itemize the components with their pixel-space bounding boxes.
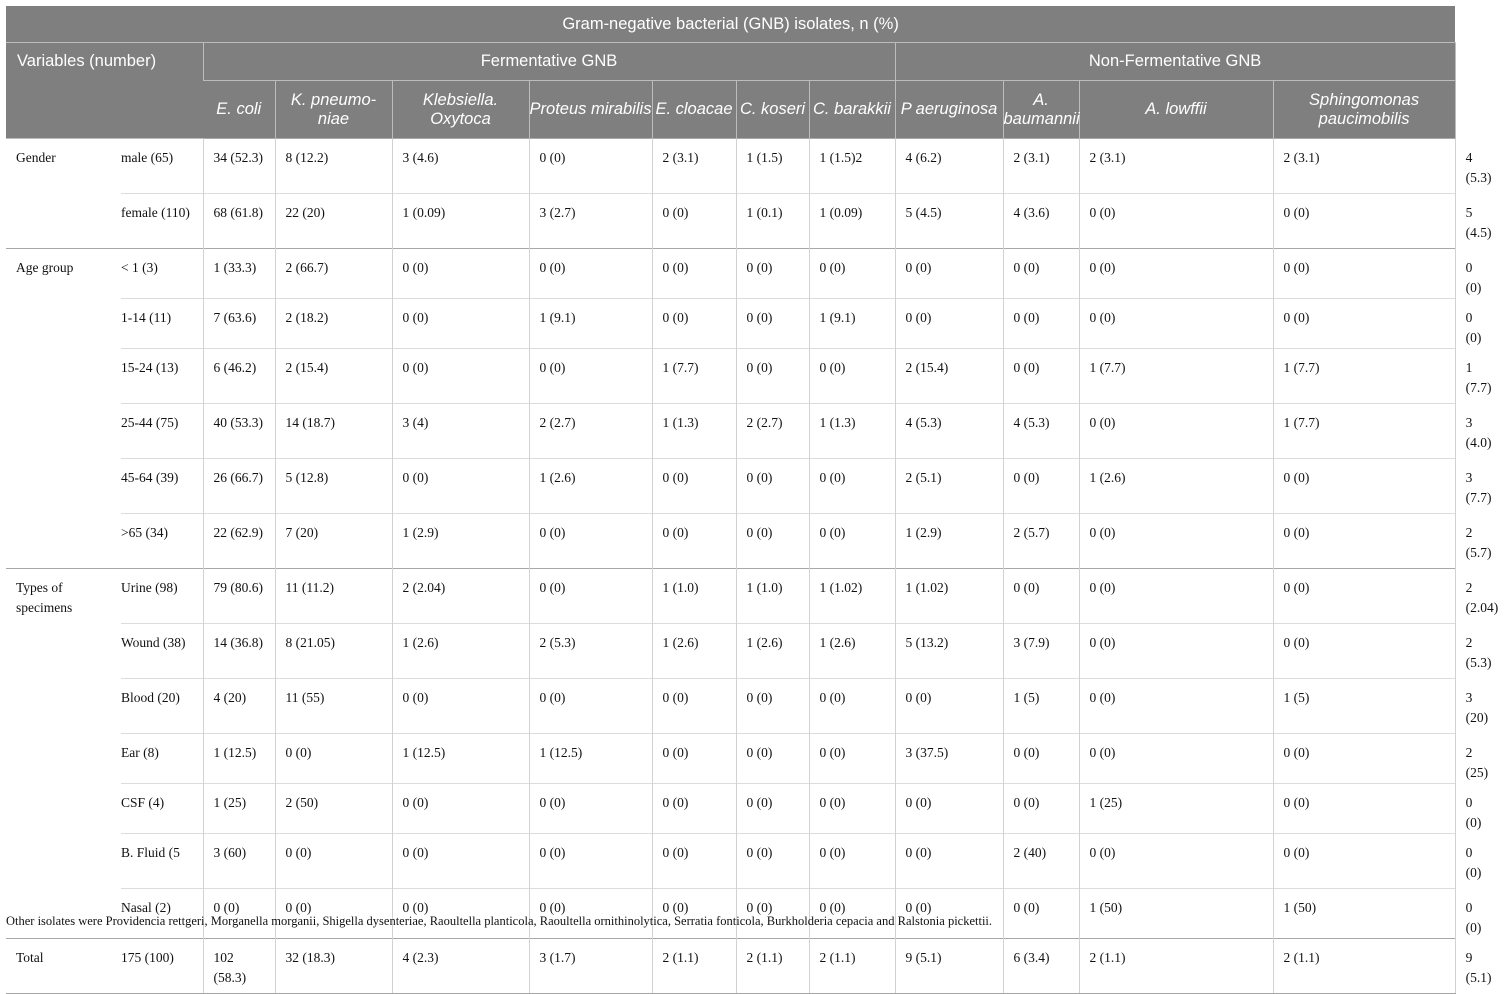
value-cell: 0 (0) — [1079, 569, 1273, 624]
value-cell: 4 (5.3) — [895, 404, 1003, 459]
value-cell: 3 (1.7) — [529, 939, 652, 994]
value-cell: 1 (7.7) — [652, 349, 736, 404]
value-cell: 14 (18.7) — [275, 404, 392, 459]
value-cell: 0 (0) — [736, 889, 809, 939]
value-cell: 0 (0) — [652, 194, 736, 249]
value-cell: 1 (1.02) — [895, 569, 1003, 624]
value-cell: 11 (55) — [275, 679, 392, 734]
value-cell: 1 (7.7) — [1079, 349, 1273, 404]
value-cell: 1 (2.6) — [736, 624, 809, 679]
value-cell: 0 (0) — [652, 834, 736, 889]
value-cell: 2 (1.1) — [652, 939, 736, 994]
value-cell: 3 (7.9) — [1003, 624, 1079, 679]
value-cell: 0 (0) — [1273, 299, 1455, 349]
value-cell: 2 (66.7) — [275, 249, 392, 299]
value-cell: 1 (0.1) — [736, 194, 809, 249]
fermentative-group-header: Fermentative GNB — [203, 43, 895, 81]
value-cell: 1 (50) — [1079, 889, 1273, 939]
value-cell: 2 (15.4) — [895, 349, 1003, 404]
value-cell: 0 (0) — [1273, 569, 1455, 624]
organism-header-7: P aeruginosa — [895, 81, 1003, 139]
value-cell: 1 (9.1) — [529, 299, 652, 349]
value-cell: 0 (0) — [1273, 194, 1455, 249]
value-cell: 0 (0) — [895, 679, 1003, 734]
value-cell: 0 (0) — [652, 784, 736, 834]
value-cell: 0 (0) — [392, 299, 529, 349]
value-cell: 0 (0) — [529, 514, 652, 569]
table-row: 45-64 (39) 26 (66.7) 5 (12.8) 0 (0) 1 (2.6) 0 (0) 0 (0) 0 (0) 2 (5.1) 0 (0) 1 (2.6) 0 (0) 3 (7.7) — [6, 459, 1455, 514]
value-cell: 0 (0) — [652, 514, 736, 569]
variable-label: B. Fluid (5 — [121, 834, 203, 889]
value-cell: 0 (0) — [529, 784, 652, 834]
value-cell: 0 (0) — [736, 514, 809, 569]
value-cell: 0 (0) — [1003, 784, 1079, 834]
value-cell: 1 (12.5) — [529, 734, 652, 784]
value-cell: 0 (0) — [529, 249, 652, 299]
table-row: B. Fluid (5 3 (60) 0 (0) 0 (0) 0 (0) 0 (0) 0 (0) 0 (0) 0 (0) 2 (40) 0 (0) 0 (0) 0 (0) — [6, 834, 1455, 889]
table-title: Gram-negative bacterial (GNB) isolates, n (%) — [6, 6, 1455, 43]
table-row: 1-14 (11) 7 (63.6) 2 (18.2) 0 (0) 1 (9.1) 0 (0) 0 (0) 1 (9.1) 0 (0) 0 (0) 0 (0) 0 (0) 0 (0) — [6, 299, 1455, 349]
value-cell: 0 (0) — [1079, 194, 1273, 249]
variable-label: 15-24 (13) — [121, 349, 203, 404]
organism-header-0: E. coli — [203, 81, 275, 139]
value-cell: 22 (62.9) — [203, 514, 275, 569]
value-cell: 0 (0) — [392, 459, 529, 514]
value-cell: 0 (0) — [529, 834, 652, 889]
value-cell: 2 (5.1) — [895, 459, 1003, 514]
variable-label: Nasal (2) — [121, 889, 203, 939]
value-cell: 0 (0) — [203, 889, 275, 939]
value-cell: 0 (0) — [736, 459, 809, 514]
gnb-isolates-table-container — [6, 6, 1505, 994]
value-cell: 3 (2.7) — [529, 194, 652, 249]
organism-header-10: Sphingomonas paucimobilis — [1273, 81, 1455, 139]
value-cell: 0 (0) — [736, 784, 809, 834]
value-cell: 2 (50) — [275, 784, 392, 834]
value-cell: 0 (0) — [1273, 249, 1455, 299]
organism-header-4: E. cloacae — [652, 81, 736, 139]
value-cell: 0 (0) — [736, 349, 809, 404]
value-cell: 1 (2.6) — [529, 459, 652, 514]
value-cell: 102 (58.3) — [203, 939, 275, 994]
value-cell: 0 (0) — [529, 569, 652, 624]
value-cell: 2 (3.1) — [1079, 139, 1273, 194]
value-cell: 1 (1.5) — [736, 139, 809, 194]
value-cell: 0 (0) — [1079, 514, 1273, 569]
value-cell: 1 (2.9) — [895, 514, 1003, 569]
value-cell: 1 (12.5) — [392, 734, 529, 784]
table-row: Wound (38) 14 (36.8) 8 (21.05) 1 (2.6) 2 (5.3) 1 (2.6) 1 (2.6) 1 (2.6) 5 (13.2) 3 (7.9) 0 (0) 0 (0) 2 (5.3) — [6, 624, 1455, 679]
value-cell: 1 (7.7) — [1273, 349, 1455, 404]
value-cell: 1 (5) — [1273, 679, 1455, 734]
value-cell: 9 (5.1) — [895, 939, 1003, 994]
value-cell: 4 (20) — [203, 679, 275, 734]
variable-label: female (110) — [121, 194, 203, 249]
value-cell: 0 (0) — [652, 249, 736, 299]
value-cell: 0 (0) — [1273, 784, 1455, 834]
value-cell: 8 (12.2) — [275, 139, 392, 194]
value-cell: 1 (2.9) — [392, 514, 529, 569]
value-cell: 1 (1.3) — [652, 404, 736, 459]
value-cell: 1 (0.09) — [392, 194, 529, 249]
value-cell: 3 (4.6) — [392, 139, 529, 194]
value-cell: 0 (0) — [1273, 624, 1455, 679]
value-cell: 0 (0) — [392, 834, 529, 889]
variable-label: < 1 (3) — [121, 249, 203, 299]
variable-label: Urine (98) — [121, 569, 203, 624]
value-cell: 1 (5) — [1003, 679, 1079, 734]
value-cell: 1 (25) — [203, 784, 275, 834]
value-cell: 2 (1.1) — [809, 939, 895, 994]
value-cell: 0 (0) — [652, 679, 736, 734]
value-cell: 0 (0) — [809, 834, 895, 889]
value-cell: 32 (18.3) — [275, 939, 392, 994]
value-cell: 3 (37.5) — [895, 734, 1003, 784]
value-cell: 0 (0) — [275, 889, 392, 939]
value-cell: 6 (46.2) — [203, 349, 275, 404]
group-label: Gender — [6, 139, 121, 249]
value-cell: 0 (0) — [392, 349, 529, 404]
value-cell: 4 (3.6) — [1003, 194, 1079, 249]
value-cell: 0 (0) — [895, 784, 1003, 834]
value-cell: 0 (0) — [1079, 679, 1273, 734]
value-cell: 2 (5.7) — [1003, 514, 1079, 569]
variable-label: >65 (34) — [121, 514, 203, 569]
value-cell: 0 (0) — [736, 734, 809, 784]
variable-label: Blood (20) — [121, 679, 203, 734]
table-row: 15-24 (13) 6 (46.2) 2 (15.4) 0 (0) 0 (0) 1 (7.7) 0 (0) 0 (0) 2 (15.4) 0 (0) 1 (7.7) 1 (7.7) 1 (7.7) — [6, 349, 1455, 404]
value-cell: 1 (2.6) — [1079, 459, 1273, 514]
table-row: Nasal (2) 0 (0) 0 (0) 0 (0) 0 (0) 0 (0) 0 (0) 0 (0) 0 (0) 0 (0) 1 (50) 1 (50) 0 (0) — [6, 889, 1455, 939]
value-cell: 4 (6.2) — [895, 139, 1003, 194]
nonfermentative-group-header: Non-Fermentative GNB — [895, 43, 1455, 81]
value-cell: 0 (0) — [736, 299, 809, 349]
value-cell: 0 (0) — [1079, 624, 1273, 679]
value-cell: 1 (1.3) — [809, 404, 895, 459]
value-cell: 0 (0) — [895, 249, 1003, 299]
value-cell: 0 (0) — [1003, 889, 1079, 939]
value-cell: 2 (1.1) — [1273, 939, 1455, 994]
value-cell: 0 (0) — [736, 834, 809, 889]
value-cell: 0 (0) — [895, 889, 1003, 939]
variable-label: 1-14 (11) — [121, 299, 203, 349]
value-cell: 0 (0) — [529, 889, 652, 939]
value-cell: 0 (0) — [1079, 734, 1273, 784]
value-cell: 1 (1.0) — [736, 569, 809, 624]
value-cell: 2 (18.2) — [275, 299, 392, 349]
value-cell: 0 (0) — [1273, 459, 1455, 514]
organism-header-1: K. pneumo-niae — [275, 81, 392, 139]
value-cell: 1 (33.3) — [203, 249, 275, 299]
variable-label: 25-44 (75) — [121, 404, 203, 459]
value-cell: 1 (1.0) — [652, 569, 736, 624]
value-cell: 26 (66.7) — [203, 459, 275, 514]
value-cell: 4 (2.3) — [392, 939, 529, 994]
table-row: Total 175 (100) 102 (58.3) 32 (18.3) 4 (2.3) 3 (1.7) 2 (1.1) 2 (1.1) 2 (1.1) 9 (5.1) 6 (3.4) 2 (1.1) 2 (1.1) 9 (5.1) — [6, 939, 1455, 994]
table-row: Age group < 1 (3) 1 (33.3) 2 (66.7) 0 (0) 0 (0) 0 (0) 0 (0) 0 (0) 0 (0) 0 (0) 0 (0) 0 (0) 0 (0) — [6, 249, 1455, 299]
value-cell: 0 (0) — [736, 249, 809, 299]
variable-label: male (65) — [121, 139, 203, 194]
value-cell: 0 (0) — [809, 459, 895, 514]
value-cell: 1 (7.7) — [1273, 404, 1455, 459]
value-cell: 0 (0) — [736, 679, 809, 734]
value-cell: 0 (0) — [392, 249, 529, 299]
organism-header-9: A. lowffii — [1079, 81, 1273, 139]
value-cell: 0 (0) — [1273, 834, 1455, 889]
value-cell: 2 (5.3) — [529, 624, 652, 679]
table-row: 25-44 (75) 40 (53.3) 14 (18.7) 3 (4) 2 (2.7) 1 (1.3) 2 (2.7) 1 (1.3) 4 (5.3) 4 (5.3) 0 (0) 1 (7.7) 3 (4.0) — [6, 404, 1455, 459]
value-cell: 0 (0) — [1079, 299, 1273, 349]
value-cell: 0 (0) — [652, 734, 736, 784]
variable-label: Wound (38) — [121, 624, 203, 679]
value-cell: 1 (1.5)2 — [809, 139, 895, 194]
value-cell: 4 (5.3) — [1003, 404, 1079, 459]
value-cell: 0 (0) — [809, 734, 895, 784]
value-cell: 3 (4) — [392, 404, 529, 459]
value-cell: 2 (40) — [1003, 834, 1079, 889]
table-row: female (110) 68 (61.8) 22 (20) 1 (0.09) 3 (2.7) 0 (0) 1 (0.1) 1 (0.09) 5 (4.5) 4 (3.6) 0 (0) 0 (0) 5 (4.5) — [6, 194, 1455, 249]
value-cell: 1 (0.09) — [809, 194, 895, 249]
value-cell: 14 (36.8) — [203, 624, 275, 679]
value-cell: 0 (0) — [1003, 459, 1079, 514]
value-cell: 0 (0) — [652, 459, 736, 514]
value-cell: 0 (0) — [529, 349, 652, 404]
value-cell: 0 (0) — [652, 299, 736, 349]
value-cell: 7 (63.6) — [203, 299, 275, 349]
table-row: CSF (4) 1 (25) 2 (50) 0 (0) 0 (0) 0 (0) 0 (0) 0 (0) 0 (0) 0 (0) 1 (25) 0 (0) 0 (0) — [6, 784, 1455, 834]
value-cell: 0 (0) — [809, 679, 895, 734]
value-cell: 2 (2.7) — [529, 404, 652, 459]
value-cell: 2 (3.1) — [1273, 139, 1455, 194]
value-cell: 2 (15.4) — [275, 349, 392, 404]
value-cell: 0 (0) — [809, 889, 895, 939]
value-cell: 0 (0) — [1273, 514, 1455, 569]
value-cell: 6 (3.4) — [1003, 939, 1079, 994]
value-cell: 68 (61.8) — [203, 194, 275, 249]
table-row: >65 (34) 22 (62.9) 7 (20) 1 (2.9) 0 (0) 0 (0) 0 (0) 0 (0) 1 (2.9) 2 (5.7) 0 (0) 0 (0) 2 (5.7) — [6, 514, 1455, 569]
variables-header: Variables (number) — [6, 43, 203, 139]
value-cell: 5 (13.2) — [895, 624, 1003, 679]
table-row: Ear (8) 1 (12.5) 0 (0) 1 (12.5) 1 (12.5) 0 (0) 0 (0) 0 (0) 3 (37.5) 0 (0) 0 (0) 0 (0) 2 (25) — [6, 734, 1455, 784]
gnb-isolates-table: Gram-negative bacterial (GNB) isolates, n (%) Variables (number) Fermentative GNB Non-Fermentative GNB Others E. coli K. pneumo-niae Klebsiella. Oxytoca Proteus mirabilis E. cloacae C. koseri C. barakkii P aeruginosa A. baumannii A. lowffii Sphingomonas paucimobilis Gender male (65) 34 (52.3) 8 (12.2) 3 (4.6) 0 (0) 2 (3.1) 1 (1.5) 1 (1.5)2 4 (6.2) 2 (3.1) 2 (3.1) 2 (3.1) 4 (5.3) female (110) 68 (61.8) 22 (20) 1 (0.09) 3 (2.7) 0 (0) 1 (0.1) 1 (0.09) 5 (4.5) 4 (3.6) 0 (0) 0 (0) 5 (4.5) Age group < 1 (3) 1 (33.3) 2 (66.7) 0 (0) 0 (0) 0 (0) 0 (0) 0 (0) 0 (0) 0 (0) 0 (0) 0 (0) 0 (0) 1-14 (11) 7 (63.6) 2 (18.2) 0 (0) 1 (9.1) 0 (0) 0 (0) 1 (9.1) 0 (0) 0 (0) 0 (0) 0 (0) 0 (0) 15-24 (13) 6 (46.2) 2 (15.4) 0 (0) 0 (0) 1 (7.7) 0 (0) 0 (0) 2 (15.4) 0 (0) 1 (7.7) 1 (7.7) 1 (7.7) 25-44 (75) 40 (53.3) 14 (18.7) 3 (4) 2 (2.7) 1 (1.3) 2 (2.7) 1 (1.3) 4 (5.3) 4 (5.3) 0 (0) 1 (7.7) 3 (4.0) 45-64 (39) 26 (66.7) 5 (12.8) 0 (0) 1 (2.6) 0 (0) 0 (0) 0 (0) 2 (5.1) 0 (0) 1 (2.6) 0 (0) 3 (7.7) >65 (34) 22 (62.9) 7 (20) 1 (2.9) 0 (0) 0 (0) 0 (0) 0 (0) 1 (2.9) 2 (5.7) 0 (0) 0 (0) 2 (5.7) Types of specimens Urine (98) 79 (80.6) 11 (11.2) 2 (2.04) 0 (0) 1 (1.0) 1 (1.0) 1 (1.02) 1 (1.02) 0 (0) 0 (0) 0 (0) 2 (2.04) Wound (38) 14 (36.8) 8 (21.05) 1 (2.6) 2 (5.3) 1 (2.6) 1 (2.6) 1 (2.6) 5 (13.2) 3 (7.9) 0 (0) 0 (0) 2 (5.3) Blood (20) 4 (20) 11 (55) 0 (0) 0 (0) 0 (0) 0 (0) 0 (0) 0 (0) 1 (5) 0 (0) 1 (5) 3 (20) Ear (8) 1 (12.5) 0 (0) 1 (12.5) 1 (12.5) 0 (0) 0 (0) 0 (0) 3 (37.5) 0 (0) 0 (0) 0 (0) 2 (25) CSF (4) 1 (25) 2 (50) 0 (0) 0 (0) 0 (0) 0 (0) 0 (0) 0 (0) 0 (0) 1 (25) 0 (0) 0 (0) B. Fluid (5 3 (60) 0 (0) 0 (0) 0 (0) 0 (0) 0 (0) 0 (0) 0 (0) 2 (40) 0 (0) 0 (0) 0 (0) Nasal (2) 0 (0) 0 (0) 0 (0) 0 (0) 0 (0) 0 (0) 0 (0) 0 (0) 0 (0) 1 (50) 1 (50) 0 (0) Total 175 (100) 102 (58.3) 32 (18.3) 4 (2.3) 3 (1.7) 2 (1.1) 2 (1.1) 2 (1.1) 9 (5.1) 6 (3.4) 2 (1.1) 2 (1.1) 9 (5.1) — [6, 6, 1455, 994]
value-cell: 0 (0) — [895, 834, 1003, 889]
value-cell: 2 (2.04) — [392, 569, 529, 624]
value-cell: 0 (0) — [1079, 404, 1273, 459]
value-cell: 1 (2.6) — [652, 624, 736, 679]
variable-label: 175 (100) — [121, 939, 203, 994]
value-cell: 0 (0) — [392, 679, 529, 734]
group-label: Types of specimens — [6, 569, 121, 939]
organism-header-8: A. baumannii — [1003, 81, 1079, 139]
value-cell: 0 (0) — [529, 679, 652, 734]
value-cell: 0 (0) — [1003, 249, 1079, 299]
value-cell: 5 (4.5) — [895, 194, 1003, 249]
value-cell: 0 (0) — [1273, 734, 1455, 784]
value-cell: 0 (0) — [275, 834, 392, 889]
value-cell: 0 (0) — [275, 734, 392, 784]
value-cell: 40 (53.3) — [203, 404, 275, 459]
value-cell: 11 (11.2) — [275, 569, 392, 624]
value-cell: 0 (0) — [1079, 249, 1273, 299]
value-cell: 1 (2.6) — [392, 624, 529, 679]
table-body — [6, 139, 1499, 994]
table-row: Types of specimens Urine (98) 79 (80.6) 11 (11.2) 2 (2.04) 0 (0) 1 (1.0) 1 (1.0) 1 (1.02) 1 (1.02) 0 (0) 0 (0) 0 (0) 2 (2.04) — [6, 569, 1455, 624]
value-cell: 0 (0) — [809, 784, 895, 834]
organism-header-2: Klebsiella. Oxytoca — [392, 81, 529, 139]
table-row: Blood (20) 4 (20) 11 (55) 0 (0) 0 (0) 0 (0) 0 (0) 0 (0) 0 (0) 1 (5) 0 (0) 1 (5) 3 (20) — [6, 679, 1455, 734]
variable-label: 45-64 (39) — [121, 459, 203, 514]
value-cell: 34 (52.3) — [203, 139, 275, 194]
value-cell: 2 (3.1) — [1003, 139, 1079, 194]
value-cell: 2 (1.1) — [1079, 939, 1273, 994]
value-cell: 0 (0) — [392, 889, 529, 939]
value-cell: 0 (0) — [895, 299, 1003, 349]
table-row: Gender male (65) 34 (52.3) 8 (12.2) 3 (4.6) 0 (0) 2 (3.1) 1 (1.5) 1 (1.5)2 4 (6.2) 2 (3.1) 2 (3.1) 2 (3.1) 4 (5.3) — [6, 139, 1455, 194]
value-cell: 7 (20) — [275, 514, 392, 569]
organism-header-5: C. koseri — [736, 81, 809, 139]
value-cell: 8 (21.05) — [275, 624, 392, 679]
value-cell: 0 (0) — [1003, 299, 1079, 349]
value-cell: 3 (60) — [203, 834, 275, 889]
value-cell: 0 (0) — [809, 349, 895, 404]
value-cell: 0 (0) — [652, 889, 736, 939]
value-cell: 1 (1.02) — [809, 569, 895, 624]
variable-label: CSF (4) — [121, 784, 203, 834]
value-cell: 0 (0) — [1003, 734, 1079, 784]
value-cell: 0 (0) — [392, 784, 529, 834]
value-cell: 1 (25) — [1079, 784, 1273, 834]
value-cell: 1 (9.1) — [809, 299, 895, 349]
value-cell: 0 (0) — [529, 139, 652, 194]
group-label: Age group — [6, 249, 121, 569]
group-label: Total — [6, 939, 121, 994]
value-cell: 0 (0) — [1003, 569, 1079, 624]
value-cell: 0 (0) — [809, 249, 895, 299]
organism-header-3: Proteus mirabilis — [529, 81, 652, 139]
value-cell: 1 (50) — [1273, 889, 1455, 939]
organism-header-6: C. barakkii — [809, 81, 895, 139]
value-cell: 2 (3.1) — [652, 139, 736, 194]
value-cell: 2 (1.1) — [736, 939, 809, 994]
value-cell: 2 (2.7) — [736, 404, 809, 459]
value-cell: 0 (0) — [1003, 349, 1079, 404]
value-cell: 1 (12.5) — [203, 734, 275, 784]
variable-label: Ear (8) — [121, 734, 203, 784]
value-cell: 1 (2.6) — [809, 624, 895, 679]
value-cell: 0 (0) — [809, 514, 895, 569]
value-cell: 5 (12.8) — [275, 459, 392, 514]
value-cell: 79 (80.6) — [203, 569, 275, 624]
value-cell: 22 (20) — [275, 194, 392, 249]
table-footnote: Other isolates were Providencia rettgeri, Morganella morganii, Shigella dysenteriae, Raoultella planticola, Raoultella ornithinolytica, Serratia fonticola, Burkholderia cepacia and Ralstonia pickettii. — [6, 914, 993, 928]
value-cell: 0 (0) — [1079, 834, 1273, 889]
